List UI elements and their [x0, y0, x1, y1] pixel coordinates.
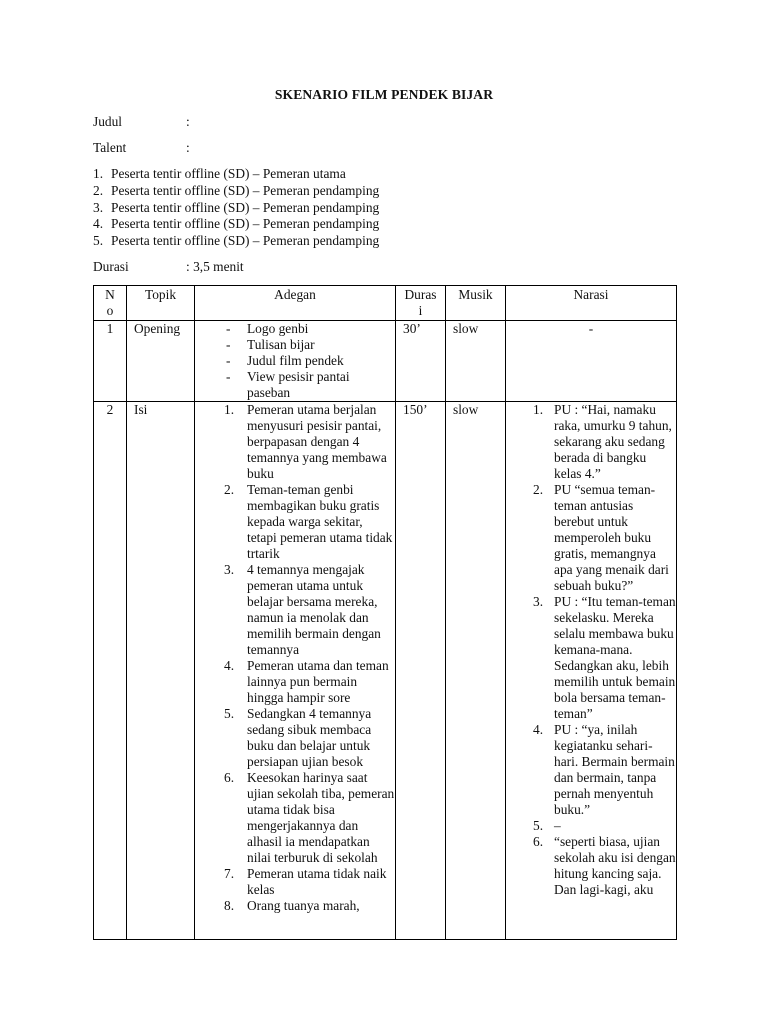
document-title: SKENARIO FILM PENDEK BIJAR — [274, 87, 494, 102]
adegan-list — [195, 321, 395, 401]
talent-item-text: Peserta tentir offline (SD) – Pemeran pendamping — [111, 233, 380, 249]
list-item: 1. Pemeran utama berjalan menyusuri pesisir pantai, berpapasan dengan 4 temannya yang membawa buku — [224, 402, 387, 481]
header-durasi: Duras i — [396, 286, 446, 321]
cell-topik: Opening — [127, 321, 195, 402]
talent-item-text: Peserta tentir offline (SD) – Pemeran pendamping — [111, 199, 380, 215]
talent-item — [93, 200, 379, 217]
cell-durasi: 30’ — [396, 321, 446, 402]
cell-narasi: - — [506, 321, 677, 402]
list-item: 3. 4 temannya mengajak pemeran utama untuk belajar bersama mereka, namun ia menolak dan memilih bermain dengan temannya — [224, 562, 381, 657]
judul-label: Judul — [93, 114, 123, 129]
talent-item-text: Peserta tentir offline (SD) – Pemeran pendamping — [111, 216, 380, 232]
table-row — [94, 402, 677, 940]
cell-no: 2 — [94, 402, 127, 940]
cell-adegan — [195, 402, 396, 940]
talent-item-number: 2. — [93, 182, 104, 198]
cell-adegan — [195, 321, 396, 402]
table-header-row — [94, 286, 677, 321]
judul-field — [93, 114, 190, 130]
list-item: - Logo genbi — [226, 321, 309, 336]
cell-no: 1 — [94, 321, 127, 402]
durasi-label: Durasi — [93, 259, 129, 274]
talent-item-number: 4. — [93, 216, 104, 232]
list-item: - View pesisir pantai paseban — [226, 369, 350, 400]
header-musik: Musik — [446, 286, 506, 321]
scenario-table — [93, 285, 677, 940]
list-item: 1. PU : “Hai, namaku raka, umurku 9 tahun, sekarang aku sedang berada di bangku kelas 4.” — [533, 402, 672, 481]
list-item: 6. “seperti biasa, ujian sekolah aku isi dengan hitung kancing saja. Dan lagi-kagi, aku — [533, 834, 676, 897]
durasi-value: : 3,5 menit — [186, 259, 244, 274]
cell-musik: slow — [446, 402, 506, 940]
cell-musik: slow — [446, 321, 506, 402]
adegan-list — [195, 402, 395, 914]
talent-item — [93, 166, 379, 183]
talent-separator: : — [186, 140, 190, 155]
cell-topik: Isi — [127, 402, 195, 940]
talent-item-number: 5. — [93, 233, 104, 249]
list-item: 6. Keesokan harinya saat ujian sekolah tiba, pemeran utama tidak bisa mengerjakannya dan alhasil ia mendapatkan nilai terburuk di sekolah — [224, 770, 395, 865]
list-item: 4. PU : “ya, inilah kegiatanku sehari-hari. Bermain bermain dan bermain, tanpa pernah menyentuh buku.” — [533, 722, 675, 817]
list-item: 8. Orang tuanya marah, — [224, 898, 360, 913]
table-row — [94, 321, 677, 402]
talent-item — [93, 216, 379, 233]
header-no: N o — [94, 286, 127, 321]
talent-item — [93, 183, 379, 200]
header-adegan: Adegan — [195, 286, 396, 321]
list-item: - Tulisan bijar — [226, 337, 315, 352]
talent-label: Talent — [93, 140, 127, 155]
talent-list — [93, 166, 379, 250]
header-narasi: Narasi — [506, 286, 677, 321]
list-item: 3. PU : “Itu teman-teman sekelasku. Mereka selalu membawa buku kemana-mana. Sedangkan aku, lebih memilih untuk bemain bola bersama teman-teman” — [533, 594, 676, 721]
list-item: 5. Sedangkan 4 temannya sedang sibuk membaca buku dan belajar untuk persiapan ujian besok — [224, 706, 372, 769]
list-item: 5. – — [533, 818, 561, 833]
list-item: 2. Teman-teman genbi membagikan buku gratis kepada warga sekitar, tetapi pemeran utama tidak trtarik — [224, 482, 393, 561]
talent-item — [93, 233, 379, 250]
judul-separator: : — [186, 114, 190, 129]
talent-item-text: Peserta tentir offline (SD) – Pemeran utama — [111, 166, 346, 181]
talent-item-text: Peserta tentir offline (SD) – Pemeran pendamping — [111, 182, 380, 198]
narasi-list — [506, 402, 676, 898]
list-item: - Judul film pendek — [226, 353, 344, 368]
list-item: 7. Pemeran utama tidak naik kelas — [224, 866, 387, 897]
cell-durasi: 150’ — [396, 402, 446, 940]
cell-narasi — [506, 402, 677, 940]
talent-item-number: 3. — [93, 199, 104, 215]
talent-field — [93, 140, 190, 156]
header-topik: Topik — [127, 286, 195, 321]
list-item: 2. PU “semua teman-teman antusias berebut untuk memperoleh buku gratis, memangnya apa yang menaik dari sebuah buku?” — [533, 482, 669, 593]
talent-item-number: 1. — [93, 166, 104, 181]
durasi-field — [93, 259, 244, 275]
list-item: 4. Pemeran utama dan teman lainnya pun bermain hingga hampir sore — [224, 658, 389, 705]
